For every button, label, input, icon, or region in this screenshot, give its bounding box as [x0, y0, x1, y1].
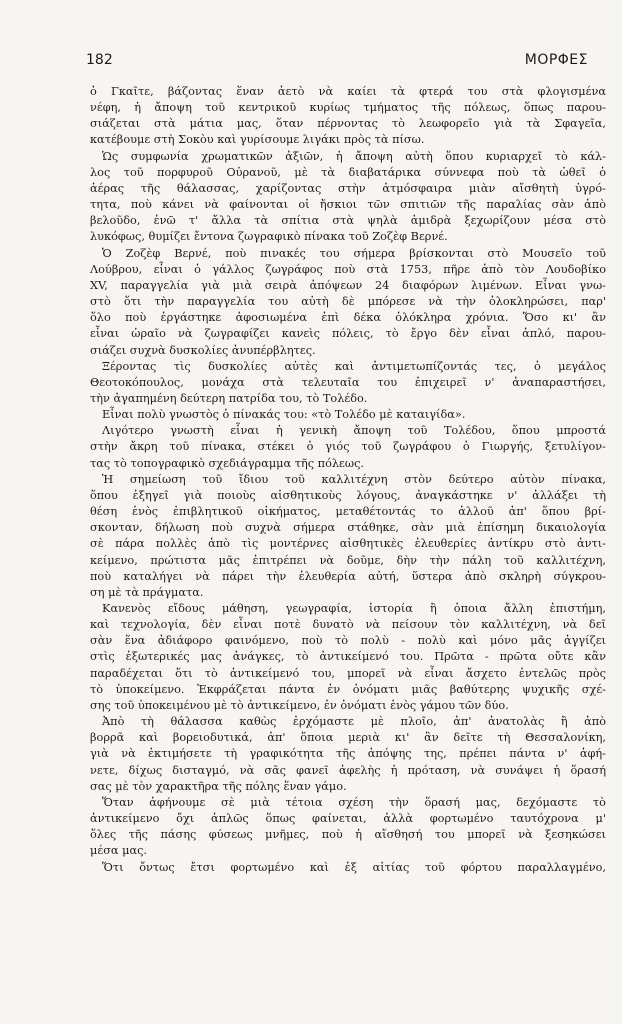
- text-line: στὸ ὅτι τὴν παραγγελία του αὐτὴ δὲ μπόρεσε νὰ τὴν ὁλοκληρώσει, παρ': [90, 295, 606, 309]
- text-line: σιάζει συχνὰ δυσκολίες ἀνυπέρβλητες.: [90, 343, 316, 357]
- text-line: Ξέροντας τὶς δυσκολίες αὐτὲς καὶ ἀντιμετωπίζοντάς τες, ὁ μεγάλος: [102, 359, 606, 373]
- page-header: [86, 52, 588, 72]
- text-line: σκονταν, δήλωση ποὺ συχνὰ σήμερα στάθηκε, σὰν μιὰ ἐπίσημη δικαιολογία: [90, 521, 606, 535]
- text-line: τας τὸ τοπογραφικὸ σχεδιάγραμμα τῆς πόλεως.: [90, 456, 365, 470]
- text-line: Ὅταν ἀφήνουμε σὲ μιὰ τέτοια σχέση τὴν ὅρασή μας, δεχόμαστε τὸ: [102, 795, 606, 809]
- paragraph: [90, 359, 606, 407]
- text-line: σας μὲ τὸν χαρακτῆρα τῆς πόλης ἕναν γάμο.: [90, 779, 347, 793]
- text-line: παραδέχεται ὅτι τὸ ἀντικείμενό του, μπορεῖ νὰ εἶναι ἄσχετο ἐντελῶς πρὸς: [90, 666, 606, 680]
- text-line: σὲ πάρα πολλὲς ἀπὸ τὶς μοντέρνες αἰσθητικὲς ἐλευθερίες ἀντίκρυ στὸ ἀντι-: [90, 537, 606, 551]
- text-line: ὅπου ἐξηγεῖ γιὰ ποιοὺς αἰσθητικοὺς λόγους, ἀναγκάστηκε ν' ἀλλάξει τὴ: [90, 488, 606, 502]
- text-line: Ἀπὸ τὴ θάλασσα καθὼς ἐρχόμαστε μὲ πλοῖο, ἀπ' ἀνατολὰς ἢ ἀπὸ: [102, 715, 606, 729]
- text-line: ἀέρας τῆς θάλασσας, χαρίζοντας στὴν ἀτμόσφαιρα μιὰν αἴσθητὴ ὑγρό-: [90, 181, 606, 195]
- text-line: Ἡ σημείωση τοῦ ἴδιου τοῦ καλλιτέχνη στὸν δεύτερο αὐτὸν πίνακα,: [102, 472, 606, 486]
- text-line: Ὅτι ὄντως ἔτσι φορτωμένο καὶ ἐξ αἰτίας τοῦ φόρτου παραλλαγμένο,: [102, 860, 606, 874]
- paragraph: [90, 246, 606, 359]
- text-line: τητα, ποὺ κάνει νὰ φαίνονται οἱ ἤσκιοι τῶν σπιτιῶν τῆς παραλίας σὰν ἀπὸ: [90, 198, 606, 212]
- paragraph: [90, 407, 606, 423]
- paragraph: [90, 84, 606, 149]
- text-line: στὶς ἐξωτερικές μας ἀνάγκες, τὸ ἀντικείμενό του. Πρῶτα - πρῶτα οὔτε κἂν: [90, 650, 606, 664]
- text-line: XV, παραγγελία γιὰ μιὰ σειρὰ ἀπόψεων 24 διαφόρων λιμένων. Εἶναι γνω-: [90, 278, 606, 292]
- text-line: Λούβρου, εἶναι ὁ γάλλος ζωγράφος ποὺ στὰ 1753, πῆρε ἀπὸ τὸν Λουδοβίκο: [90, 262, 606, 276]
- text-line: ὁ Γκαῖτε, βάζοντας ἕναν ἀετὸ νὰ καίει τὰ φτερά του στὰ φλογισμένα: [90, 85, 606, 98]
- text-line: βελοῦδο, ἐνῶ τ' ἄλλα τὰ σπίτια στὰ ψηλὰ ἀμιδρὰ ξεχωρίζουν μέσα στὸ: [90, 214, 606, 228]
- text-line: ὅλο ποὺ ἐργάστηκε ἀφοσιωμένα ἐπὶ δέκα ὁλόκληρα χρόνια. Ὅσο κι' ἂν: [90, 311, 606, 325]
- paragraph: [90, 795, 606, 860]
- text-line: νέφη, ἡ ἄποψη τοῦ κεντρικοῦ κυρίως τμήματος τῆς πόλεως, ὅπως παρου-: [90, 101, 606, 115]
- paragraph: [90, 860, 606, 876]
- text-line: νετε, δίχως δισταγμό, νὰ σᾶς φανεῖ ἀφελὴς ἡ πρόταση, νὰ συνάψει ἡ ὅρασή: [90, 763, 606, 777]
- text-line: κατέβουμε στὴ Σοκὸυ καὶ γυρίσουμε λιγάκι πρὸς τὰ πίσω.: [90, 133, 425, 147]
- paragraph: [90, 149, 606, 246]
- text-line: Θεοτοκόπουλος, μονάχα στὰ τελευταῖα του ἐπιχειρεῖ ν' ἀναπαραστήσει,: [90, 375, 606, 389]
- text-line: λυκόφως, θυμίζει ἔντονα ζωγραφικὸ πίνακα τοῦ Ζοζὲφ Βερνέ.: [90, 230, 448, 244]
- text-line: στὴν ἄκρη τοῦ πίνακα, στέκει ὁ γιός τοῦ ζωγράφου ὁ Γιωργής, ξετυλίγον-: [90, 440, 606, 454]
- text-line: εἶναι ὡραῖο νὰ ζωγραφίζει κανεὶς πόλεις, τὸ ἔργο δὲν εἶναι ἁπλό, παρου-: [90, 327, 606, 341]
- page-number: 182: [86, 52, 113, 68]
- paragraph: [90, 423, 606, 471]
- text-line: μέσα μας.: [90, 844, 148, 858]
- paragraph: [90, 601, 606, 714]
- text-line: κείμενο, πρώτιστα μᾶς ἐπιτρέπει νὰ δοῦμε, δὴν τὴν πάλη τοῦ καλλιτέχνη,: [90, 553, 606, 567]
- running-head: ΜΟΡΦΕΣ: [524, 52, 588, 68]
- text-line: θέση ἑνὸς ἐπιβλητικοῦ οἰκήματος, μεταθέτοντάς το ἀλλοῦ ἀπ' ὅπου βρί-: [90, 505, 606, 519]
- paragraph: [90, 472, 606, 601]
- text-line: τὴν ἀγαπημένη δεύτερη πατρίδα του, τὸ Τολέδο.: [90, 391, 368, 405]
- text-line: ὅλες τῆς πάσης φύσεως μνῆμες, ποὺ ἡ αἴσθησή του μπορεῖ νὰ ξεσηκώσει: [90, 828, 606, 842]
- text-line: σης τοῦ ὑποκειμένου μὲ τὸ ἀντικείμενο, ἐν ὀνόματι ἑνὸς γάμου τῶν δύο.: [90, 698, 509, 712]
- text-line: γιὰ νὰ ἐκτιμήσετε τὴ γραφικότητα τῆς ἀπόψης της, πρέπει πάντα ν' ἀφή-: [90, 747, 606, 761]
- text-line: σιάζεται στὰ μάτια μας, ὅταν πέρνοντας τὸ λεωφορεῖο γιὰ τὰ Σφαγεῖα,: [90, 117, 606, 131]
- text-line: Εἶναι πολὺ γνωστὸς ὁ πίνακάς του: «τὸ Τολέδο μὲ καταιγίδα».: [102, 408, 466, 422]
- text-line: σὰν ἕνα ἀδιάφορο φαινόμενο, ποὺ τὸ πολὺ - πολὺ καὶ μόνο μᾶς ἀγγίζει: [90, 634, 606, 648]
- text-line: ἀντικείμενο ὄχι ἁπλῶς ὅπως φαίνεται, ἀλλὰ φορτωμένο ταυτόχρονα μ': [90, 812, 606, 826]
- text-line: λος τοῦ πορφυροῦ Οὐρανοῦ, μὲ τὰ διαβατάρικα σύννεφα ποὺ τὰ ὠθεῖ ὁ: [90, 165, 606, 179]
- text-line: καὶ τεχνολογία, δὲν εἶναι ποτὲ δυνατὸ νὰ πείσουν τὸν καλλιτέχνη, νὰ δεῖ: [90, 618, 606, 632]
- text-line: Λιγότερο γνωστὴ εἶναι ἡ γενικὴ ἄποψη τοῦ Τολέδου, ὅπου μπροστά: [102, 424, 606, 438]
- text-line: ποὺ καταλήγει νὰ πάρει τὴν ἐλευθερία αὐτή, ὕστερα ἀπὸ σκληρὴ σύγκρου-: [90, 569, 606, 583]
- text-line: Ὁ Ζοζὲφ Βερνέ, ποὺ πινακές του σήμερα βρίσκονται στὸ Μουσεῖο τοῦ: [102, 246, 606, 260]
- text-line: βορρᾶ καὶ βορειοδυτικά, ἀπ' ὅποια μεριὰ κι' ἂν δεῖτε τὴ Θεσσαλονίκη,: [90, 731, 606, 745]
- paragraph: [90, 714, 606, 795]
- text-line: Ὡς συμφωνία χρωματικῶν ἀξιῶν, ἡ ἄποψη αὐτὴ ὅπου κυριαρχεῖ τὸ κάλ-: [102, 149, 606, 163]
- text-line: τὸ ὑποκείμενο. Ἐκφράζεται πάντα ἐν ὀνόματι μιᾶς βαθύτερης ψυχικῆς σχέ-: [90, 682, 606, 696]
- body-text: [90, 84, 606, 876]
- text-line: Κανενὸς εἴδους μάθηση, γεωγραφία, ἱστορία ἢ ὁποια ἄλλη ἐπιστήμη,: [102, 602, 606, 615]
- text-line: ση μὲ τὰ πράγματα.: [90, 585, 204, 599]
